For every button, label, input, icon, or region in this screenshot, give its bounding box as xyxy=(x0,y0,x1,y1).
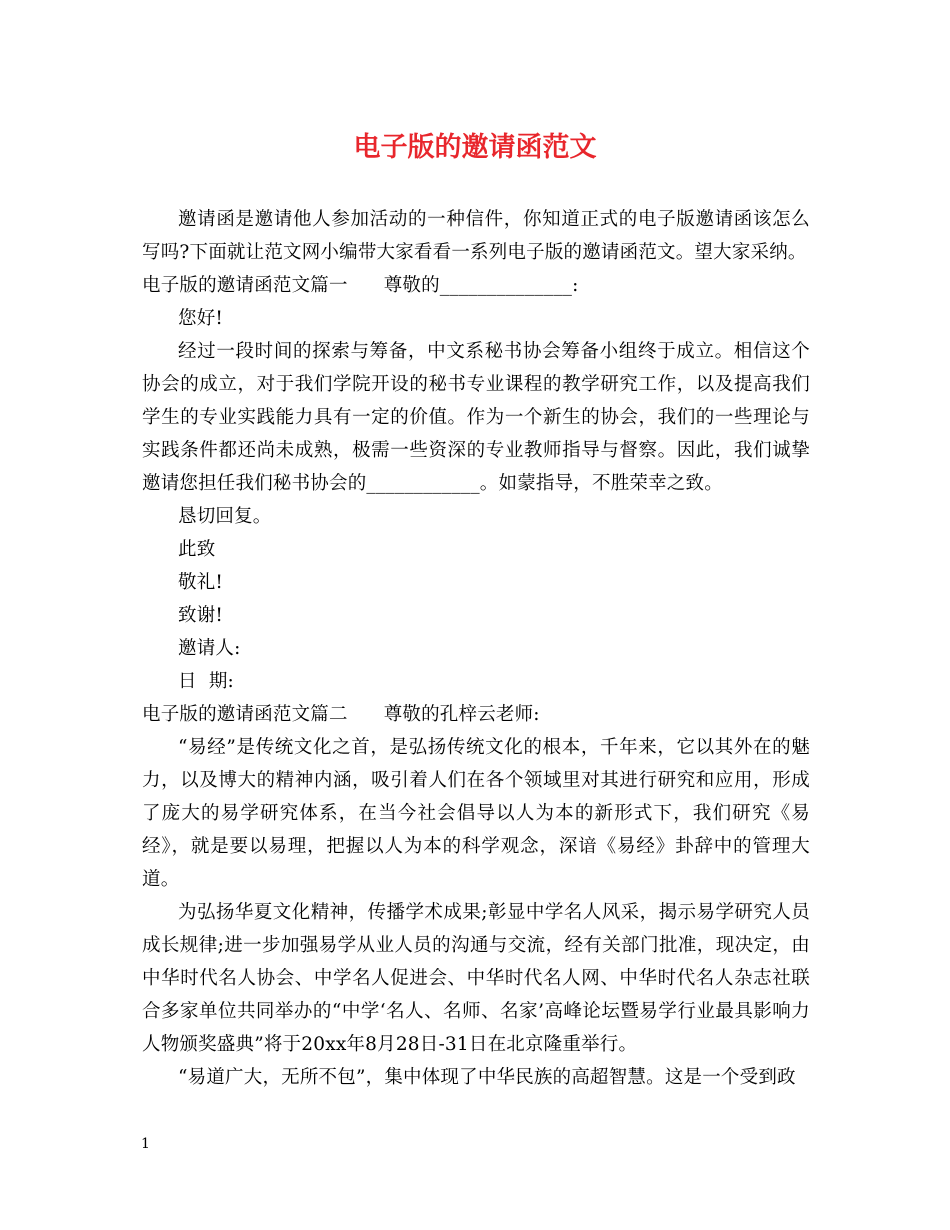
section1-inviter: 邀请人: xyxy=(178,638,241,659)
intro-paragraph: 邀请函是邀请他人参加活动的一种信件，你知道正式的电子版邀请函该怎么写吗?下面就让范文网小编带大家看看一系列电子版的邀请函范文。望大家采纳。 xyxy=(142,209,810,263)
section2-paragraph-2: 为弘扬华夏文化精神，传播学术成果;彰显中学名人风采，揭示易学研究人员成长规律;进一步加强易学从业人员的沟通与交流，经有关部门批准，现决定，由中华时代名人协会、中学名人促进会、中华时代名人网、中华时代名人杂志社联合多家单位共同举办的“中学‘名人、名师、名家’高峰论坛暨易学行业最具影响力人物颁奖盛典”将于20xx年8月28日-31日在北京隆重举行。 xyxy=(142,902,810,1055)
section2-salutation: 尊敬的孔梓云老师: xyxy=(383,704,540,725)
section2-heading-line xyxy=(142,698,810,731)
section2-heading: 电子版的邀请函范文篇二 xyxy=(142,704,348,725)
section1-greeting: 您好! xyxy=(178,308,224,329)
section1-heading: 电子版的邀请函范文篇一 xyxy=(142,275,348,296)
document-body xyxy=(142,203,810,1094)
section1-body: 经过一段时间的探索与筹备，中文系秘书协会筹备小组终于成立。相信这个协会的成立，对于我们学院开设的秘书专业课程的教学研究工作，以及提高我们学生的专业实践能力具有一定的价值。作为一个新生的协会，我们的一些理论与实践条件都还尚未成熟，极需一些资深的专业教师指导与督察。因此，我们诚挚邀请您担任我们秘书协会的____________。如蒙指导，不胜荣幸之致。 xyxy=(142,341,810,494)
document-title: 电子版的邀请函范文 xyxy=(353,132,597,163)
section2-paragraph-3: “易道广大，无所不包”，集中体现了中华民族的高超智慧。这是一个受到政 xyxy=(178,1067,796,1088)
section1-heading-line xyxy=(142,269,810,302)
section1-date: 日 期: xyxy=(178,671,234,692)
section1-closing-reply: 恳切回复。 xyxy=(178,506,272,527)
section1-closing-thanks: 致谢! xyxy=(178,605,224,626)
section1-closing-regards: 此致 xyxy=(178,539,216,560)
section1-closing-salute: 敬礼! xyxy=(178,572,224,593)
page-number: 1 xyxy=(141,1136,150,1152)
section2-paragraph-1: “易经”是传统文化之首，是弘扬传统文化的根本，千年来，它以其外在的魅力，以及博大的精神内涵，吸引着人们在各个领域里对其进行研究和应用，形成了庞大的易学研究体系，在当今社会倡导以人为本的新形式下，我们研究《易经》，就是要以易理，把握以人为本的科学观念，深谙《易经》卦辞中的管理大道。 xyxy=(142,737,810,890)
section1-salutation: 尊敬的______________: xyxy=(383,275,579,296)
